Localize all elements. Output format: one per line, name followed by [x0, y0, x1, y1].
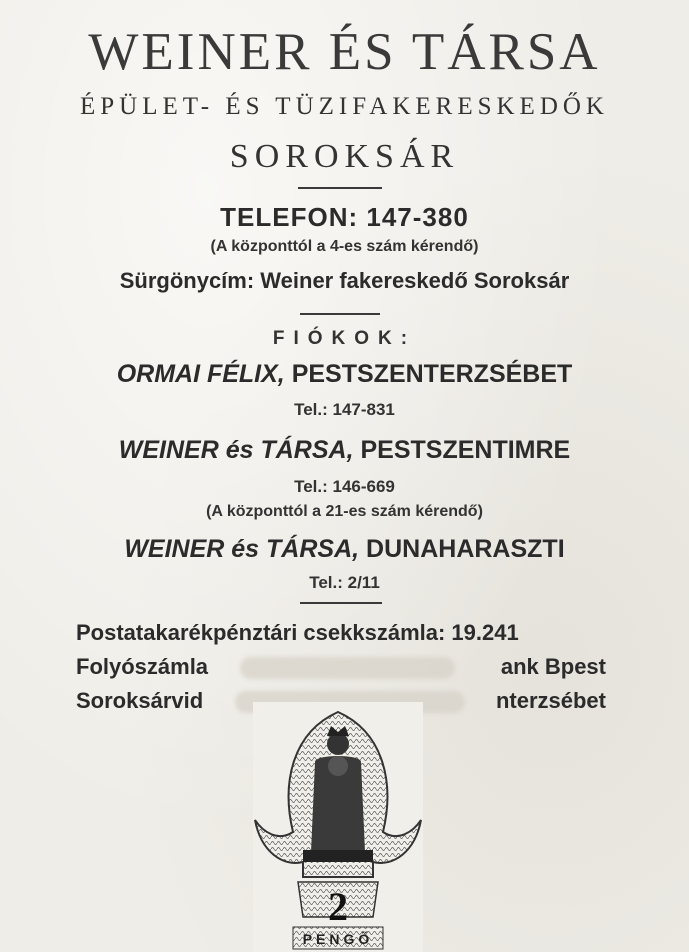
branch-2-place: PESTSZENTIMRE	[360, 436, 571, 464]
company-city: SOROKSÁR	[229, 138, 460, 175]
business-description: ÉPÜLET- ÉS TÜZIFAKERESKEDŐK	[80, 93, 609, 120]
branch-3-tel: Tel.: 2/11	[309, 573, 380, 592]
branch-1-tel: Tel.: 147-831	[294, 400, 395, 419]
company-name: WEINER ÉS TÁRSA	[88, 23, 601, 81]
postal-check-account: Postatakarékpénztári csekkszámla: 19.241	[76, 620, 519, 645]
branch-1	[0, 360, 689, 389]
crown-icon	[327, 733, 349, 755]
branches-heading: FIÓKOK:	[272, 328, 417, 349]
current-account-left: Folyószámla	[76, 654, 209, 679]
branch-3-place: DUNAHARASZTI	[366, 535, 565, 563]
branch-1-place: PESTSZENTERZSÉBET	[291, 360, 573, 388]
faded-text-smudge	[240, 657, 455, 679]
current-account-right: ank Bpest	[500, 654, 606, 679]
branch-3-name: WEINER és TÁRSA,	[124, 535, 360, 563]
branch-2	[0, 436, 689, 465]
main-phone-note: (A központtól a 4-es szám kérendő)	[210, 238, 479, 255]
soroksar-right: nterzsébet	[495, 688, 606, 713]
main-phone: TELEFON: 147-380	[220, 202, 469, 232]
divider-rule	[298, 187, 382, 189]
divider-rule	[300, 313, 380, 315]
branch-2-note: (A központtól a 21-es szám kérendő)	[206, 503, 483, 520]
branch-2-name: WEINER és TÁRSA,	[118, 436, 354, 464]
branch-1-name: ORMAI FÉLIX,	[116, 360, 285, 388]
divider-rule	[300, 602, 382, 604]
stamp-currency: PENGŐ	[302, 931, 374, 947]
branch-2-tel: Tel.: 146-669	[294, 477, 395, 496]
telegram-address: Sürgönycím: Weiner fakereskedő Soroksár	[119, 268, 570, 293]
soroksar-left: Soroksárvid	[76, 688, 204, 713]
branch-3	[0, 535, 689, 564]
stamp-value: 2	[328, 884, 348, 929]
